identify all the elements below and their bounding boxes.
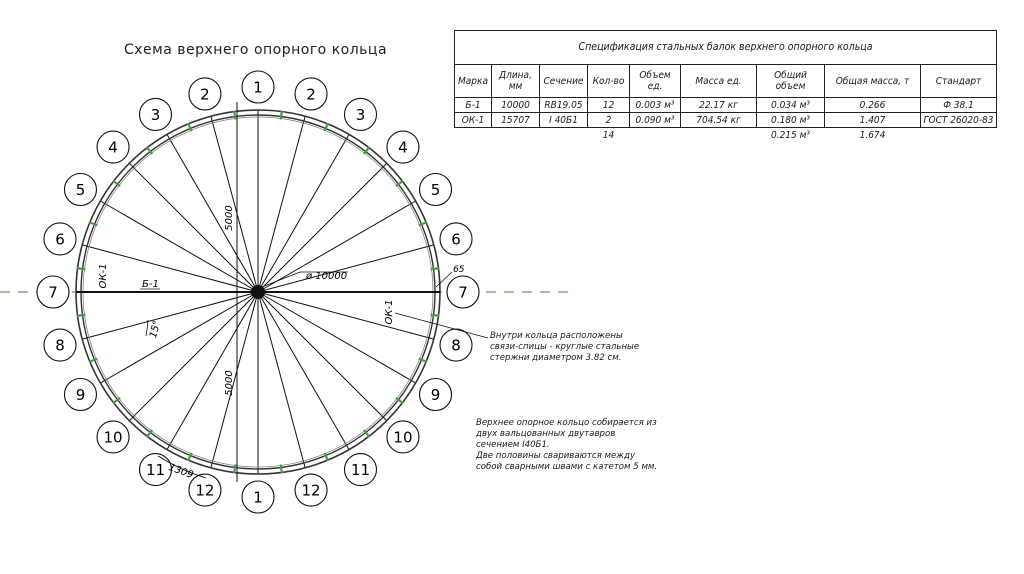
label-number: 11 [350,461,371,480]
label-number: 12 [301,481,321,500]
spoke-label [64,174,96,206]
spoke-label [97,131,129,163]
table-row [455,113,997,128]
table-cell: 0.180 м³ [757,113,825,128]
spoke-label [295,78,327,110]
label-beam-b1: Б-1 [142,279,159,290]
weld-mark [431,315,440,316]
spoke-line [167,292,258,450]
header-cell: Стандарт [921,65,997,98]
label-number: 4 [108,138,118,157]
label-number: 2 [306,85,316,104]
note-inside-ring: Внутри кольца расположены связи-спицы - круглые стальные стержни диаметром 3.82 см. [490,331,640,363]
table-caption: Спецификация стальных балок верхнего опорного кольца [455,31,997,65]
table-cell: 1.407 [825,113,921,128]
total-mass: 1.674 [859,129,886,141]
weld-mark [325,453,328,461]
hub [251,285,265,299]
dim-radius-upper: 5000 [224,205,235,231]
label-number: 7 [458,283,468,302]
label-number: 5 [430,181,441,199]
table-cell: RB19.05 [540,98,588,113]
label-ok1-right: ОК-1 [384,299,395,325]
label-number: 10 [103,428,123,447]
spoke-line [82,292,258,339]
spoke-line [258,292,434,339]
table-cell: 0.266 [825,98,921,113]
spoke-line [258,134,349,292]
label-number: 8 [451,336,461,355]
dim-diameter: ø 10000 [306,271,348,282]
total-count: 14 [602,129,615,141]
label-number: 5 [75,181,86,199]
spoke-line [258,292,349,450]
table-cell: Ф 38.1 [921,98,997,113]
table-cell: 0.034 м³ [757,98,825,113]
table-cell: 12 [588,98,630,113]
dim-radius-lower: 5000 [224,370,235,396]
table-cell: 0.003 м³ [630,98,681,113]
spoke-line [100,292,258,383]
label-number: 9 [430,386,441,404]
label-number: 2 [200,85,210,104]
table-cell: 22.17 кг [681,98,757,113]
table-cell: I 40Б1 [540,113,588,128]
header-cell: Общая масса, т [825,65,921,98]
label-number: 1 [253,488,263,507]
table-header-row [455,65,997,98]
spoke-label [420,174,452,206]
label-number: 10 [393,428,413,447]
table-cell: Б-1 [455,98,492,113]
weld-mark [188,453,191,461]
dim-angle: 15° [147,319,164,340]
header-cell: Кол-во [588,65,630,98]
spoke-line [129,292,258,421]
note-ring-assembly: Верхнее опорное кольцо собирается из двух вальцованных двутавров сечением I40Б1. Две половины свариваются между собой сварными швами с катетом 5 мм. [476,418,658,472]
spoke-label [189,474,221,506]
diagram-title: Схема верхнего опорного кольца [124,42,388,58]
table-cell: 10000 [492,98,540,113]
weld-mark [234,465,235,474]
label-number: 12 [195,481,215,500]
label-number: 11 [145,461,166,480]
header-cell: Марка [455,65,492,98]
spoke-label [345,98,377,130]
table-totals-row [455,128,997,143]
label-number: 6 [55,230,65,249]
weld-mark [281,465,282,474]
weld-mark [234,111,235,120]
label-number: 3 [150,105,161,124]
table-cell: 15707 [492,113,540,128]
spoke-label [345,454,377,486]
label-number: 3 [355,105,366,124]
label-number: 9 [75,386,86,404]
table-cell: ОК-1 [455,113,492,128]
total-volume: 0.215 м³ [771,129,810,141]
spoke-label [44,329,76,361]
spoke-label [37,276,69,308]
header-cell: Объем ед. [630,65,681,98]
weld-mark [431,268,440,269]
spec-table [454,30,997,142]
header-cell: Масса ед. [681,65,757,98]
spoke-line [167,134,258,292]
spoke-line [129,163,258,292]
spoke-label [140,454,172,486]
weld-mark [77,268,86,269]
spoke-label [440,223,472,255]
spoke-label [387,421,419,453]
spoke-label [64,379,96,411]
table-cell: ГОСТ 26020-83 [921,113,997,128]
label-number: 8 [55,336,65,355]
weld-mark [281,111,282,120]
spoke-line [258,245,434,292]
header-cell: Сечение [540,65,588,98]
spoke-line [211,116,258,292]
weld-mark [89,359,97,362]
spoke-label [295,474,327,506]
table-cell: 0.090 м³ [630,113,681,128]
spoke-label [242,71,274,103]
spoke-label [420,379,452,411]
weld-mark [89,222,97,225]
spoke-label [44,223,76,255]
weld-mark [188,123,191,131]
note-leader [395,313,488,338]
spoke-line [258,292,305,468]
spoke-label [242,481,274,513]
label-number: 1 [253,78,263,97]
spoke-label [97,421,129,453]
dim-arc: 1309 [167,462,195,482]
label-ok1-left: ОК-1 [98,263,109,289]
weld-mark [419,222,427,225]
table-cell: 704.54 кг [681,113,757,128]
header-cell: Длина, мм [492,65,540,98]
spoke-label [189,78,221,110]
label-number: 4 [398,138,408,157]
spoke-label [140,98,172,130]
spoke-line [258,116,305,292]
label-number: 6 [451,230,461,249]
weld-mark [419,359,427,362]
header-cell: Общий объем [757,65,825,98]
table-row [455,98,997,113]
spoke-label [447,276,479,308]
spoke-line [258,292,387,421]
weld-mark [325,123,328,131]
label-number: 7 [48,283,58,302]
weld-mark [77,315,86,316]
spoke-label [440,329,472,361]
table-cell: 2 [588,113,630,128]
dim-offset: 65 [453,265,465,275]
spoke-label [387,131,419,163]
